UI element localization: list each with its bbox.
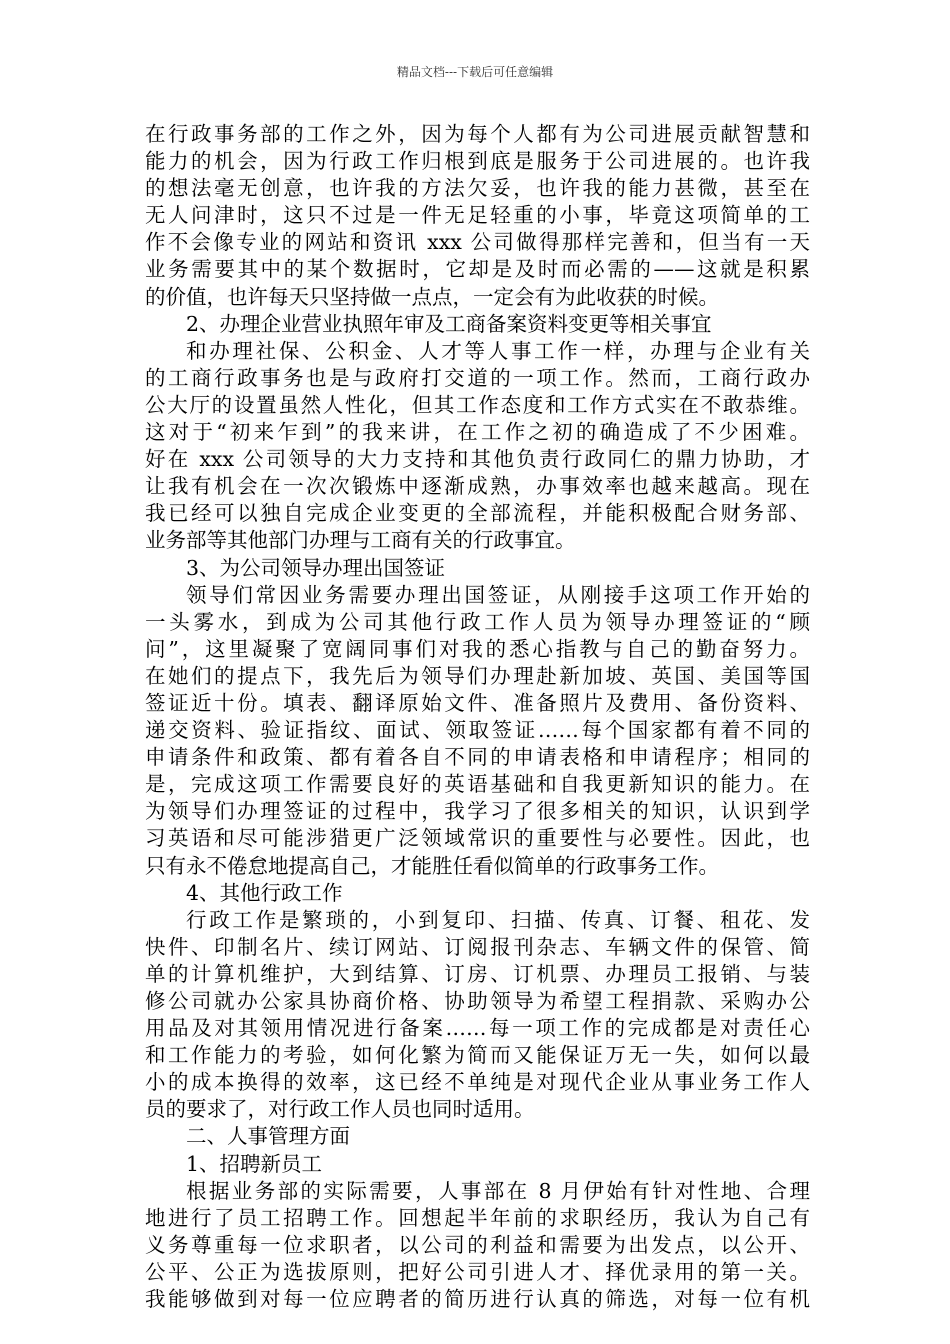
- text-line: 无人问津时，这只不过是一件无足轻重的小事，毕竟这项简单的工: [145, 203, 810, 228]
- text-line: 只有永不倦怠地提高自己，才能胜任看似简单的行政事务工作。: [145, 853, 719, 878]
- text-line: 行政工作是繁琐的，小到复印、扫描、传真、订餐、租花、发: [186, 907, 810, 932]
- text-line: 让我有机会在一次次锻炼中逐渐成熟，办事效率也越来越高。现在: [145, 474, 810, 499]
- text-line: 的价值，也许每天只坚持做一点点，一定会有为此收获的时候。: [145, 284, 719, 309]
- text-line: 2、办理企业营业执照年审及工商备案资料变更等相关事宜: [186, 311, 712, 336]
- text-line: 二、人事管理方面: [186, 1124, 350, 1149]
- text-line: 和工作能力的考验，如何化繁为简而又能保证万无一失，如何以最: [145, 1043, 810, 1068]
- text-line: 习英语和尽可能涉猎更广泛领域常识的重要性与必要性。因此，也: [145, 826, 810, 851]
- text-line: 用品及对其领用情况进行备案……每一项工作的完成都是对责任心: [145, 1016, 810, 1041]
- text-line: 的工商行政事务也是与政府打交道的一项工作。然而，工商行政办: [145, 365, 810, 390]
- text-line: 申请条件和政策、都有着各自不同的申请表格和申请程序；相同的: [145, 745, 810, 770]
- text-line: 1、招聘新员工: [186, 1151, 323, 1176]
- text-line: 业务部等其他部门办理与工商有关的行政事宜。: [145, 528, 576, 553]
- text-line: 这对于“初来乍到”的我来讲，在工作之初的确造成了不少困难。: [145, 420, 810, 445]
- text-line: 是，完成这项工作需要良好的英语基础和自我更新知识的能力。在: [145, 772, 810, 797]
- text-line: 能力的机会，因为行政工作归根到底是服务于公司进展的。也许我: [145, 149, 810, 174]
- text-line: 在行政事务部的工作之外，因为每个人都有为公司进展贡献智慧和: [145, 122, 810, 146]
- text-line: 地进行了员工招聘工作。回想起半年前的求职经历，我认为自己有: [145, 1205, 810, 1230]
- text-line: 作不会像专业的网站和资讯 xxx 公司做得那样完善和，但当有一天: [145, 230, 810, 255]
- text-line: 好在 xxx 公司领导的大力支持和其他负责行政同仁的鼎力协助，才: [145, 447, 810, 472]
- text-line: 3、为公司领导办理出国签证: [186, 555, 446, 580]
- text-line: 公平、公正为选拔原则，把好公司引进人才、择优录用的第一关。: [145, 1259, 810, 1284]
- text-line: 小的成本换得的效率，这已经不单纯是对现代企业从事业务工作人: [145, 1070, 810, 1095]
- text-line: 领导们常因业务需要办理出国签证，从刚接手这项工作开始的: [186, 582, 810, 607]
- page-header: 精品文档---下载后可任意编辑: [396, 65, 554, 79]
- text-line: 一头雾水，到成为公司其他行政工作人员为领导办理签证的“顾: [145, 609, 810, 634]
- text-line: 在她们的提点下，我先后为领导们办理赴新加坡、英国、美国等国: [145, 663, 810, 688]
- text-line: 单的计算机维护，大到结算、订房、订机票、办理员工报销、与装: [145, 961, 810, 986]
- text-line: 业务需要其中的某个数据时，它却是及时而必需的——这就是积累: [145, 257, 810, 282]
- text-line: 快件、印制名片、续订网站、订阅报刊杂志、车辆文件的保管、简: [145, 934, 810, 959]
- text-line: 员的要求了，对行政工作人员也同时适用。: [145, 1097, 535, 1122]
- document-body: [145, 121, 810, 1313]
- text-line: 义务尊重每一位求职者，以公司的利益和需要为出发点，以公开、: [145, 1232, 810, 1257]
- text-line: 签证近十份。填表、翻译原始文件、准备照片及费用、备份资料、: [145, 690, 810, 715]
- text-line: 的想法毫无创意，也许我的方法欠妥，也许我的能力甚微，甚至在: [145, 176, 810, 201]
- text-line: 和办理社保、公积金、人才等人事工作一样，办理与企业有关: [186, 338, 810, 363]
- text-line: 4、其他行政工作: [186, 880, 343, 905]
- text-line: 我已经可以独自完成企业变更的全部流程，并能积极配合财务部、: [145, 501, 810, 526]
- text-line: 问”，这里凝聚了宽阔同事们对我的悉心指教与自己的勤奋努力。: [145, 636, 810, 661]
- text-line: 为领导们办理签证的过程中，我学习了很多相关的知识，认识到学: [145, 799, 810, 824]
- text-line: 修公司就办公家具协商价格、协助领导为希望工程捐款、采购办公: [145, 989, 810, 1013]
- text-line: 递交资料、验证指纹、面试、领取签证……每个国家都有着不同的: [145, 718, 810, 743]
- text-line: 根据业务部的实际需要，人事部在 8 月伊始有针对性地、合理: [186, 1178, 810, 1203]
- text-line: 我能够做到对每一位应聘者的简历进行认真的筛选，对每一位有机: [145, 1287, 810, 1312]
- text-line: 公大厅的设置虽然人性化，但其工作态度和工作方式实在不敢恭维。: [145, 392, 810, 417]
